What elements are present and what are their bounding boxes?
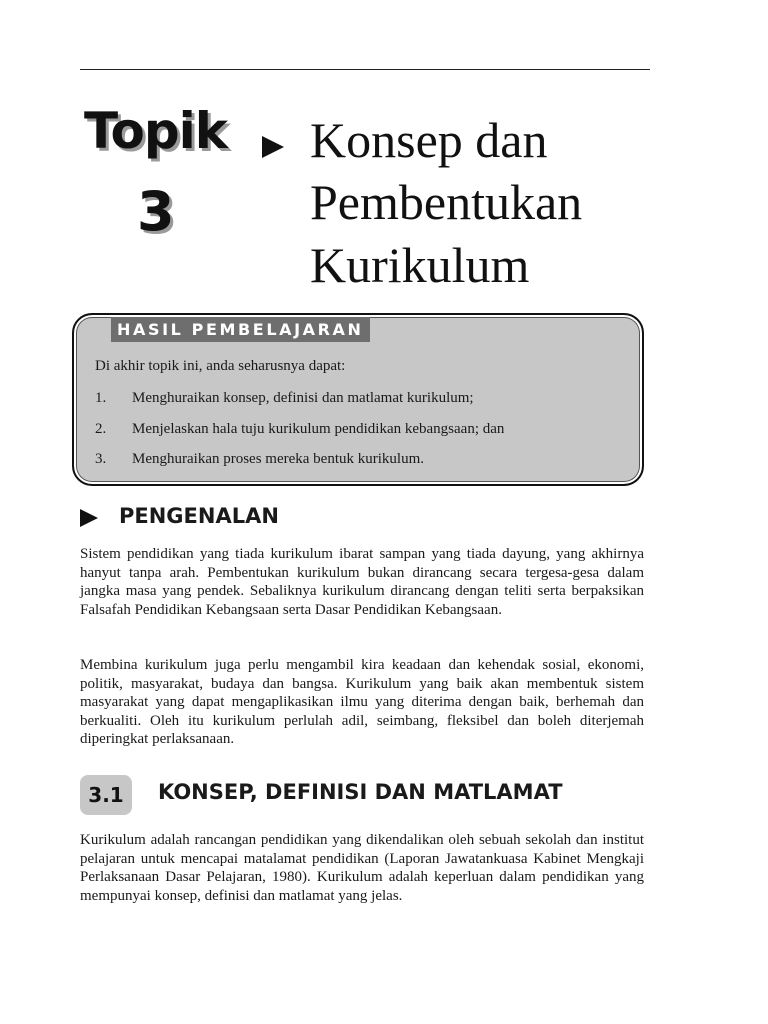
topic-title-line-1: Konsep dan bbox=[310, 112, 548, 168]
outcome-text: Menjelaskan hala tuju kurikulum pendidikan kebangsaan; dan bbox=[132, 421, 505, 437]
learning-outcomes-label: HASIL PEMBELAJARAN bbox=[111, 317, 370, 342]
topic-title-line-3: Kurikulum bbox=[310, 237, 530, 293]
section-heading-konsep: KONSEP, DEFINISI DAN MATLAMAT bbox=[158, 780, 563, 804]
section-heading-pengenalan: PENGENALAN bbox=[119, 504, 279, 528]
outcome-text: Menghuraikan proses mereka bentuk kurikulum. bbox=[132, 451, 425, 467]
outcome-number: 3. bbox=[95, 451, 107, 467]
learning-outcomes-intro: Di akhir topik ini, anda seharusnya dapat: bbox=[95, 358, 346, 374]
intro-paragraph-2: Membina kurikulum juga perlu mengambil kira keadaan dan kehendak sosial, ekonomi, politik, masyarakat, budaya dan bangsa. Kurikulum yang baik akan membentuk sistem masyarakat yang dapat mengaplikasikan ilmu yang diterima dengan baik, berhemah dan berkualiti. Oleh itu kurikulum perlulah adil, seimbang, fleksibel dan boleh diterjemah diperingkat perlaksanaan. bbox=[80, 657, 644, 748]
topic-number: 3 bbox=[137, 180, 175, 243]
section-arrow-icon bbox=[80, 509, 98, 527]
play-arrow-icon bbox=[262, 136, 284, 158]
outcome-number: 2. bbox=[95, 421, 107, 437]
intro-paragraph-1: Sistem pendidikan yang tiada kurikulum ibarat sampan yang tiada dayung, yang akhirnya hanyut tanpa arah. Pembentukan kurikulum bukan dirancang secara tergesa-gesa dalam jangka masa yang pendek. Sebaliknya kurikulum dirancang dengan teliti serta berpaksikan Falsafah Pendidikan Kebangsaan serta Dasar Pendidikan Kebangsaan. bbox=[80, 546, 644, 618]
section-3-1-paragraph: Kurikulum adalah rancangan pendidikan yang dikendalikan oleh sebuah sekolah dan institut pelajaran untuk mencapai matalamat pendidikan (Laporan Jawatankuasa Kabinet Mengkaji Perlaksanaan Dasar Pelajaran, 1980). Kurikulum adalah keperluan dalam pendidikan yang mempunyai konsep, definisi dan matlamat yang jelas. bbox=[80, 832, 644, 904]
outcome-number: 1. bbox=[95, 390, 107, 406]
section-number-badge: 3.1 bbox=[80, 775, 132, 815]
top-rule bbox=[80, 69, 650, 70]
outcome-text: Menghuraikan konsep, definisi dan matlamat kurikulum; bbox=[132, 390, 474, 406]
topic-word: Topik bbox=[84, 102, 227, 160]
topic-title-line-2: Pembentukan bbox=[310, 174, 583, 230]
